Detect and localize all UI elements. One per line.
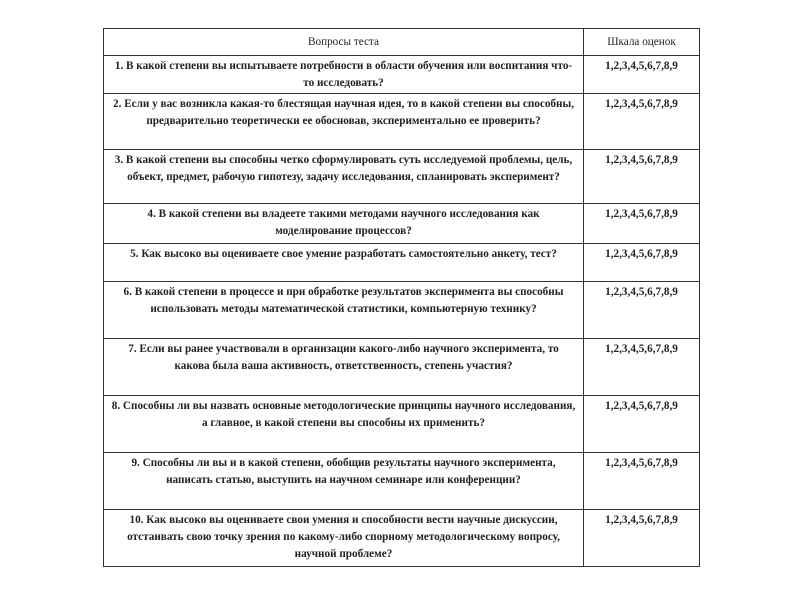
table-row (104, 150, 700, 204)
question-cell: 2. Если у вас возникла какая-то блестящая научная идея, то в какой степени вы способны, предварительно теоретически ее обосновав, экспериментально ее проверить? (104, 94, 584, 150)
header-questions: Вопросы теста (104, 29, 584, 56)
table-row (104, 94, 700, 150)
question-cell: 8. Способны ли вы назвать основные методологические принципы научного исследования, а главное, в какой степени вы способны их применить? (104, 396, 584, 453)
question-cell: 3. В какой степени вы способны четко сформулировать суть исследуемой проблемы, цель, объект, предмет, рабочую гипотезу, задачу исследования, спланировать эксперимент? (104, 150, 584, 204)
table-row (104, 282, 700, 339)
header-row (104, 29, 700, 56)
scale-cell: 1,2,3,4,5,6,7,8,9 (584, 510, 700, 567)
question-cell: 5. Как высоко вы оцениваете свое умение разработать самостоятельно анкету, тест? (104, 244, 584, 282)
scale-cell: 1,2,3,4,5,6,7,8,9 (584, 396, 700, 453)
scale-cell: 1,2,3,4,5,6,7,8,9 (584, 339, 700, 396)
table-row (104, 56, 700, 94)
table-row (104, 244, 700, 282)
scale-cell: 1,2,3,4,5,6,7,8,9 (584, 56, 700, 94)
table-row (104, 510, 700, 567)
scale-cell: 1,2,3,4,5,6,7,8,9 (584, 453, 700, 510)
question-cell: 9. Способны ли вы и в какой степени, обобщив результаты научного эксперимента, написать статью, выступить на научном семинаре или конференции? (104, 453, 584, 510)
questionnaire-table (103, 28, 700, 567)
question-cell: 7. Если вы ранее участвовали в организации какого-либо научного эксперимента, то какова была ваша активность, ответственность, степень участия? (104, 339, 584, 396)
question-cell: 1. В какой степени вы испытываете потребности в области обучения или воспитания что-то исследовать? (104, 56, 584, 94)
scale-cell: 1,2,3,4,5,6,7,8,9 (584, 282, 700, 339)
table-row (104, 339, 700, 396)
header-scale: Шкала оценок (584, 29, 700, 56)
scale-cell: 1,2,3,4,5,6,7,8,9 (584, 204, 700, 244)
table-row (104, 204, 700, 244)
scale-cell: 1,2,3,4,5,6,7,8,9 (584, 94, 700, 150)
question-cell: 4. В какой степени вы владеете такими методами научного исследования как моделирование процессов? (104, 204, 584, 244)
scale-cell: 1,2,3,4,5,6,7,8,9 (584, 150, 700, 204)
question-cell: 6. В какой степени в процессе и при обработке результатов эксперимента вы способны использовать методы математической статистики, компьютерную технику? (104, 282, 584, 339)
question-cell: 10. Как высоко вы оцениваете свои умения и способности вести научные дискуссии, отстаивать свою точку зрения по какому-либо спорному методологическому вопросу, научной проблеме? (104, 510, 584, 567)
table-row (104, 453, 700, 510)
scale-cell: 1,2,3,4,5,6,7,8,9 (584, 244, 700, 282)
table-row (104, 396, 700, 453)
